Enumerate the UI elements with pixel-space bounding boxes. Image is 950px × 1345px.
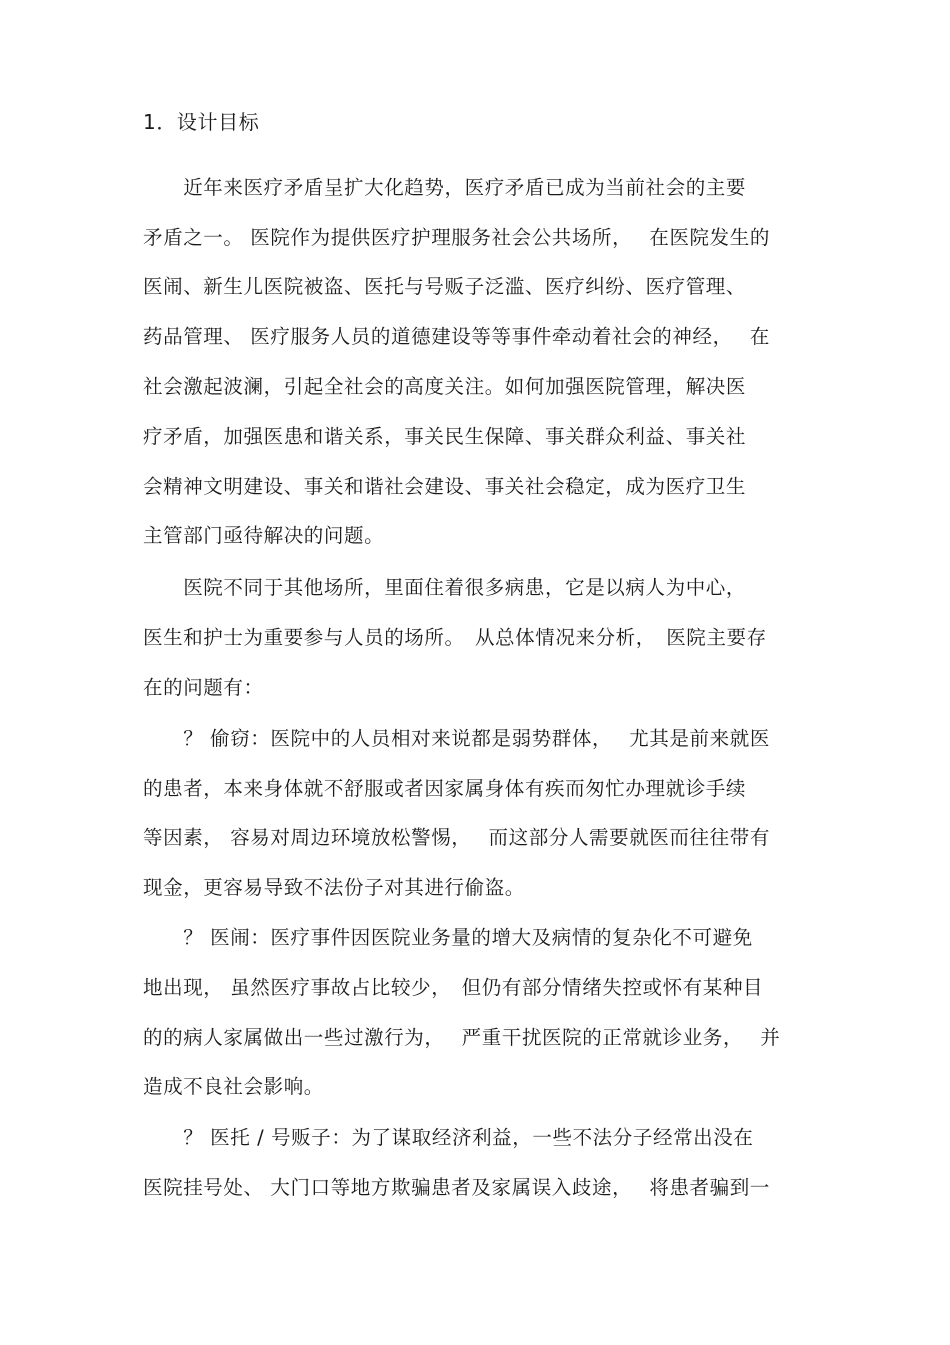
paragraph-line: 医闹、新生儿医院被盗、医托与号贩子泛滥、医疗纠纷、医疗管理、 xyxy=(143,275,747,298)
section-heading: 1．设计目标 xyxy=(143,110,260,134)
paragraph-line: 近年来医疗矛盾呈扩大化趋势，医疗矛盾已成为当前社会的主要 xyxy=(143,176,747,199)
bullet-line: ？ 医托 / 号贩子：为了谋取经济利益，一些不法分子经常出没在 xyxy=(143,1126,754,1149)
paragraph-line: 地出现， 虽然医疗事故占比较少， 但仍有部分情绪失控或怀有某种目 xyxy=(143,976,764,999)
paragraph-line: 的的病人家属做出一些过激行为， 严重干扰医院的正常就诊业务， 并 xyxy=(143,1026,781,1049)
paragraph-line: 医生和护士为重要参与人员的场所。 从总体情况来分析， 医院主要存 xyxy=(143,626,767,649)
bullet-line: ？ 偷窃：医院中的人员相对来说都是弱势群体， 尤其是前来就医 xyxy=(143,727,770,750)
paragraph-line: 的患者，本来身体就不舒服或者因家属身体有疾而匆忙办理就诊手续 xyxy=(143,777,747,800)
paragraph-line: 医院挂号处、 大门口等地方欺骗患者及家属误入歧途， 将患者骗到一 xyxy=(143,1176,770,1199)
paragraph-line: 在的问题有： xyxy=(143,676,264,699)
paragraph-line: 会精神文明建设、事关和谐社会建设、事关社会稳定，成为医疗卫生 xyxy=(143,475,747,498)
paragraph-line: 社会激起波澜，引起全社会的高度关注。如何加强医院管理，解决医 xyxy=(143,375,747,398)
paragraph-line: 矛盾之一。 医院作为提供医疗护理服务社会公共场所， 在医院发生的 xyxy=(143,226,770,249)
paragraph-line: 医院不同于其他场所，里面住着很多病患，它是以病人为中心， xyxy=(143,576,747,599)
paragraph-line: 等因素， 容易对周边环境放松警惕， 而这部分人需要就医而往往带有 xyxy=(143,826,770,849)
paragraph-line: 药品管理、 医疗服务人员的道德建设等等事件牵动着社会的神经， 在 xyxy=(143,325,770,348)
paragraph-line: 造成不良社会影响。 xyxy=(143,1075,324,1098)
paragraph-line: 主管部门亟待解决的问题。 xyxy=(143,524,385,547)
paragraph-line: 疗矛盾，加强医患和谐关系，事关民生保障、事关群众利益、事关社 xyxy=(143,425,747,448)
paragraph-line: 现金，更容易导致不法份子对其进行偷盗。 xyxy=(143,876,525,899)
bullet-line: ？ 医闹：医疗事件因医院业务量的增大及病情的复杂化不可避免 xyxy=(143,926,753,949)
